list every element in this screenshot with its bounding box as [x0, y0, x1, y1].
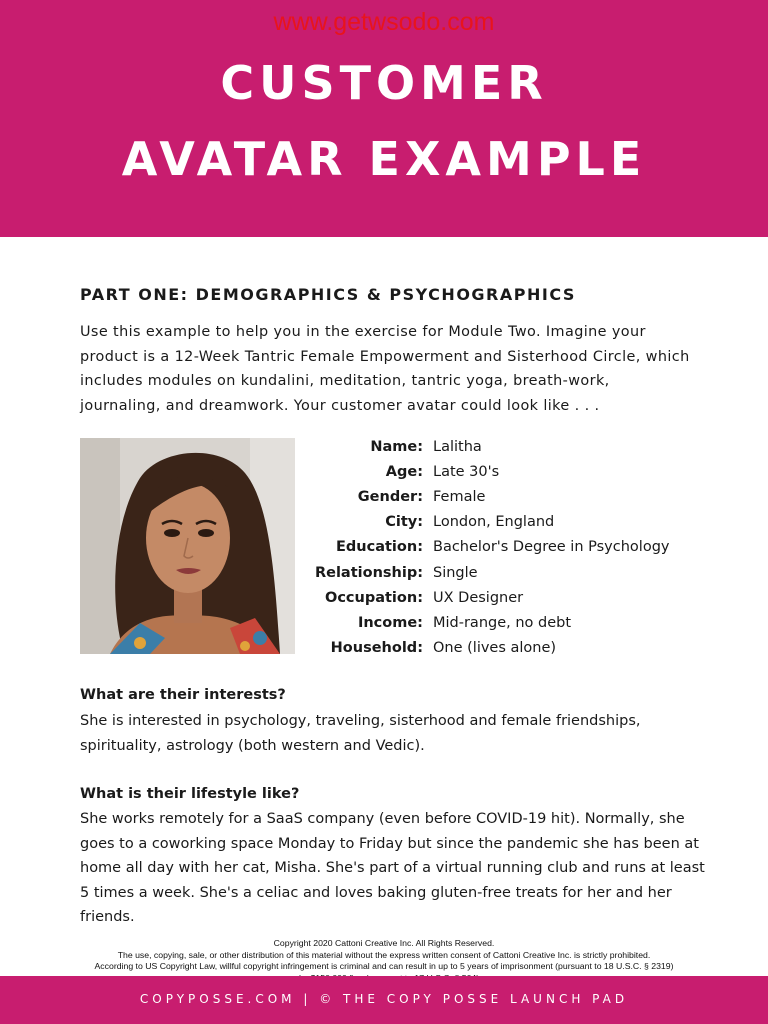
intro-paragraph: Use this example to help you in the exercise for Module Two. Imagine your product is a 12-Week Tantric Female Empowerment and Sisterhood Circle, which includes modules on kundalini, meditation, tantric yoga, breath-work, journaling, and dreamwork. Your customer avatar could look like . . .	[80, 324, 690, 414]
profile-details	[300, 434, 720, 661]
watermark-url: www.getwsodo.com	[273, 8, 495, 36]
profile-row-income	[300, 610, 720, 635]
lifestyle-answer: She works remotely for a SaaS company (even before COVID-19 hit). Normally, she goes to a coworking space Monday to Friday but since the pandemic she has been at home all day with her cat, Misha. She's part of a virtual running club and runs at least 5 times a week. She's a celiac and loves baking gluten-free treats for her and her friends.	[80, 811, 705, 925]
avatar-photo	[80, 438, 295, 654]
profile-value: UX Designer	[433, 589, 524, 606]
copyright-line: Copyright 2020 Cattoni Creative Inc. All Rights Reserved.	[273, 938, 495, 948]
footer-banner	[0, 976, 768, 1024]
profile-row-city	[300, 510, 720, 535]
profile-value: Female	[433, 488, 486, 505]
profile-label: Occupation:	[325, 589, 423, 606]
lifestyle-question: What is their lifestyle like?	[80, 786, 300, 802]
profile-value: London, England	[433, 514, 555, 531]
profile-label: Income:	[357, 614, 423, 631]
profile-value: Late 30's	[433, 463, 500, 480]
profile-value: Mid-range, no debt	[433, 614, 572, 631]
profile-value: Lalitha	[433, 438, 482, 455]
profile-label: Age:	[385, 463, 423, 480]
profile-label: Name:	[370, 438, 423, 455]
profile-row-age	[300, 459, 720, 484]
profile-label: Household:	[330, 640, 423, 657]
profile-row-occupation	[300, 585, 720, 610]
page-title-line1: CUSTOMER	[220, 56, 548, 110]
interests-question: What are their interests?	[80, 687, 286, 703]
profile-label: Gender:	[357, 488, 423, 505]
profile-row-name	[300, 434, 720, 459]
profile-label: Education:	[336, 539, 423, 556]
interests-answer: She is interested in psychology, traveling, sisterhood and female friendships, spirituality, astrology (both western and Vedic).	[80, 713, 641, 754]
profile-row-relationship	[300, 560, 720, 585]
section-heading: PART ONE: DEMOGRAPHICS & PSYCHOGRAPHICS	[80, 285, 576, 304]
profile-label: Relationship:	[314, 564, 423, 581]
profile-row-household	[300, 636, 720, 661]
profile-value: Single	[433, 564, 478, 581]
profile-value: Bachelor's Degree in Psychology	[433, 539, 670, 556]
profile-row-education	[300, 535, 720, 560]
profile-value: One (lives alone)	[433, 640, 557, 657]
copyright-line: The use, copying, sale, or other distribution of this material without the express written consent of Cattoni Creative Inc. is strictly prohibited.	[117, 949, 651, 960]
copyright-line: According to US Copyright Law, willful copyright infringement is criminal and can result in up to 5 years of imprisonment (pursuant to 18 U.S.C. § 2319)	[94, 961, 674, 971]
profile-row-gender	[300, 484, 720, 509]
footer-text: COPYPOSSE.COM | © THE COPY POSSE LAUNCH PAD	[139, 992, 629, 1006]
header-banner	[0, 0, 768, 237]
profile-label: City:	[385, 514, 423, 531]
page-title-line2: AVATAR EXAMPLE	[121, 132, 647, 186]
